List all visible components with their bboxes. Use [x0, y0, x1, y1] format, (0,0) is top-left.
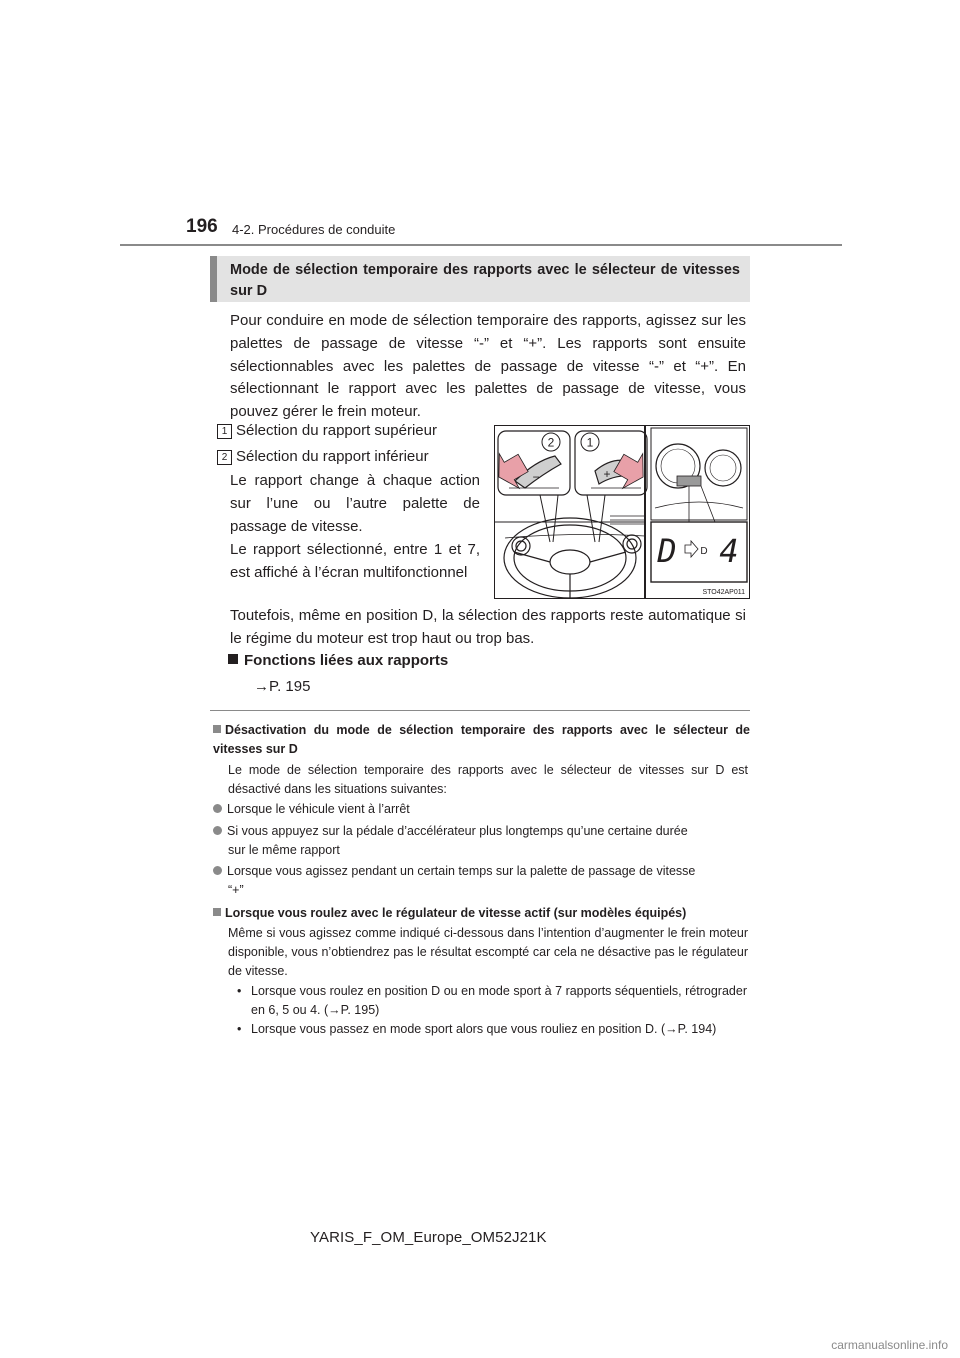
number-badge-2: 2: [217, 450, 232, 465]
watermark: carmanualsonline.info: [831, 1338, 948, 1352]
bullet-text-continued: sur le même rapport: [228, 843, 340, 857]
section-heading: Mode de sélection temporaire des rapports avec le sélecteur de vitesses sur D: [210, 256, 750, 302]
note-list-item: [237, 1020, 747, 1039]
list-text: Lorsque vous roulez en position D ou en mode sport à 7 rapports séquentiels, rétrograder en 6, 5 ou 4. (→P. 195): [251, 984, 747, 1017]
gear-display-paragraph: Le rapport sélectionné, entre 1 et 7, est affiché à l’écran multifonctionnel: [230, 541, 480, 581]
display-gear-number: 4: [719, 532, 739, 570]
note-body: Le mode de sélection temporaire des rapports avec le sélecteur de vitesses sur D est désactivé dans les situations suivantes:: [228, 763, 748, 796]
note-body: Même si vous agissez comme indiqué ci-dessous dans l’intention d’augmenter le frein moteur disponible, vous n’obtiendrez pas le résultat escompté car cela ne désactive pas le régulateur de vitesse.: [228, 926, 748, 978]
page-number: 196: [186, 216, 218, 237]
list-text: Lorsque vous passez en mode sport alors que vous rouliez en position D. (→P. 194): [251, 1022, 717, 1036]
bullet-text-continued: “+”: [228, 883, 244, 897]
bullet-text: Si vous appuyez sur la pédale d’accélérateur plus longtemps qu’une certaine durée: [227, 824, 688, 838]
page-reference: →P. 195: [254, 678, 311, 695]
illustration-code: STO42AP011: [702, 589, 745, 596]
illustration-badge-right: 1: [586, 435, 594, 450]
notes-divider: [210, 710, 750, 711]
bullet-text: Lorsque le véhicule vient à l’arrêt: [227, 802, 410, 816]
bullet-text: Lorsque vous agissez pendant un certain temps sur la palette de passage de vitesse: [227, 864, 696, 878]
item-label: Sélection du rapport inférieur: [236, 448, 429, 465]
automatic-note-paragraph: Toutefois, même en position D, la sélection des rapports reste automatique si le régime du moteur est trop haut ou trop bas.: [230, 607, 746, 647]
subheading-gear-functions: [228, 652, 448, 669]
gear-change-paragraph: Le rapport change à chaque action sur l’une ou l’autre palette de passage de vitesse.: [230, 472, 480, 535]
item-downshift: [217, 446, 429, 468]
footer-code: YARIS_F_OM_Europe_OM52J21K: [310, 1229, 547, 1246]
display-d-indicator: D: [700, 546, 708, 557]
intro-paragraph: Pour conduire en mode de sélection temporaire des rapports, agissez sur les palettes de passage de vitesse “-” et “+”. Les rapports sont ensuite sélectionnables avec les palettes de passage de vitesse “-” et “+”. En sélectionnant le rapport avec les palettes de passage de vitesse, vous pouvez gérer le frein moteur.: [230, 312, 746, 421]
square-bullet-icon: [228, 654, 238, 664]
gray-square-icon: [213, 908, 221, 916]
note-bullet: [213, 862, 750, 900]
number-badge-1: 1: [217, 424, 232, 439]
display-gear-mode: D: [657, 532, 677, 570]
illustration-svg: [495, 426, 749, 598]
bullet-dot-icon: [213, 866, 222, 875]
note-heading-text: Lorsque vous roulez avec le régulateur de vitesse actif (sur modèles équipés): [225, 906, 687, 920]
list-dot-icon: •: [237, 1022, 242, 1036]
section-title: 4-2. Procédures de conduite: [232, 222, 396, 237]
header-rule: [120, 244, 842, 246]
gray-square-icon: [213, 725, 221, 733]
plus-label: +: [603, 467, 611, 481]
note-bullet: [213, 822, 750, 860]
minus-label: −: [532, 470, 540, 484]
illustration-badge-left: 2: [547, 435, 555, 450]
paddle-shift-illustration: [494, 425, 750, 599]
note-bullet: [213, 800, 750, 819]
note-list-item: [237, 982, 747, 1020]
note-heading-deactivation: [213, 721, 750, 759]
bullet-dot-icon: [213, 826, 222, 835]
item-label: Sélection du rapport supérieur: [236, 422, 437, 439]
list-dot-icon: •: [237, 984, 242, 998]
subheading-text: Fonctions liées aux rapports: [244, 652, 449, 669]
bullet-dot-icon: [213, 804, 222, 813]
note-heading-text: Désactivation du mode de sélection temporaire des rapports avec le sélecteur de vitesses sur D: [213, 723, 750, 756]
note-heading-cruise-control: [213, 904, 750, 923]
item-upshift: [217, 420, 437, 442]
